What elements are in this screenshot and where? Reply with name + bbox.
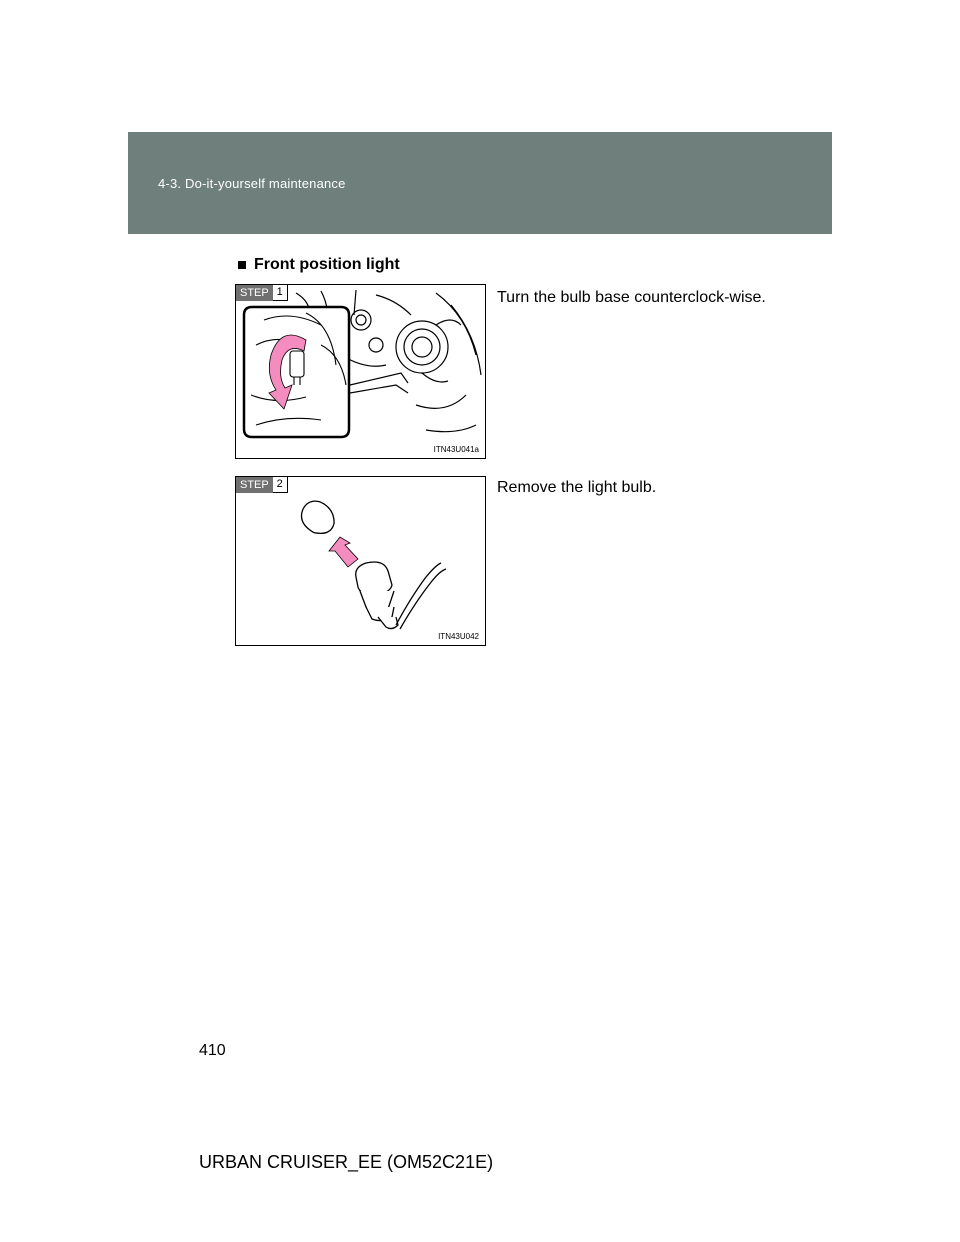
step-badge-word: STEP	[236, 285, 273, 301]
page-number: 410	[199, 1042, 226, 1059]
subheading-text: Front position light	[254, 256, 400, 273]
step-1-instruction: Turn the bulb base counterclock-wise.	[497, 289, 766, 306]
step-2-instruction: Remove the light bulb.	[497, 479, 657, 496]
step-badge-word: STEP	[236, 477, 273, 493]
figure-step-2	[235, 476, 486, 646]
figure-code: ITN43U042	[438, 632, 479, 641]
header-band	[128, 132, 832, 234]
step-badge	[236, 285, 288, 301]
figure-step-1	[235, 284, 486, 459]
subheading	[238, 256, 400, 274]
step-badge-number: 1	[273, 285, 288, 301]
step-badge	[236, 477, 288, 493]
bullet-square-icon	[238, 261, 246, 269]
section-title: 4-3. Do-it-yourself maintenance	[158, 176, 346, 191]
figure-code: ITN43U041a	[433, 445, 479, 454]
footer-model: URBAN CRUISER_EE (OM52C21E)	[199, 1152, 494, 1172]
headlight-assembly-illustration	[236, 285, 485, 458]
bulb-removal-illustration	[236, 477, 485, 645]
step-badge-number: 2	[273, 477, 288, 493]
